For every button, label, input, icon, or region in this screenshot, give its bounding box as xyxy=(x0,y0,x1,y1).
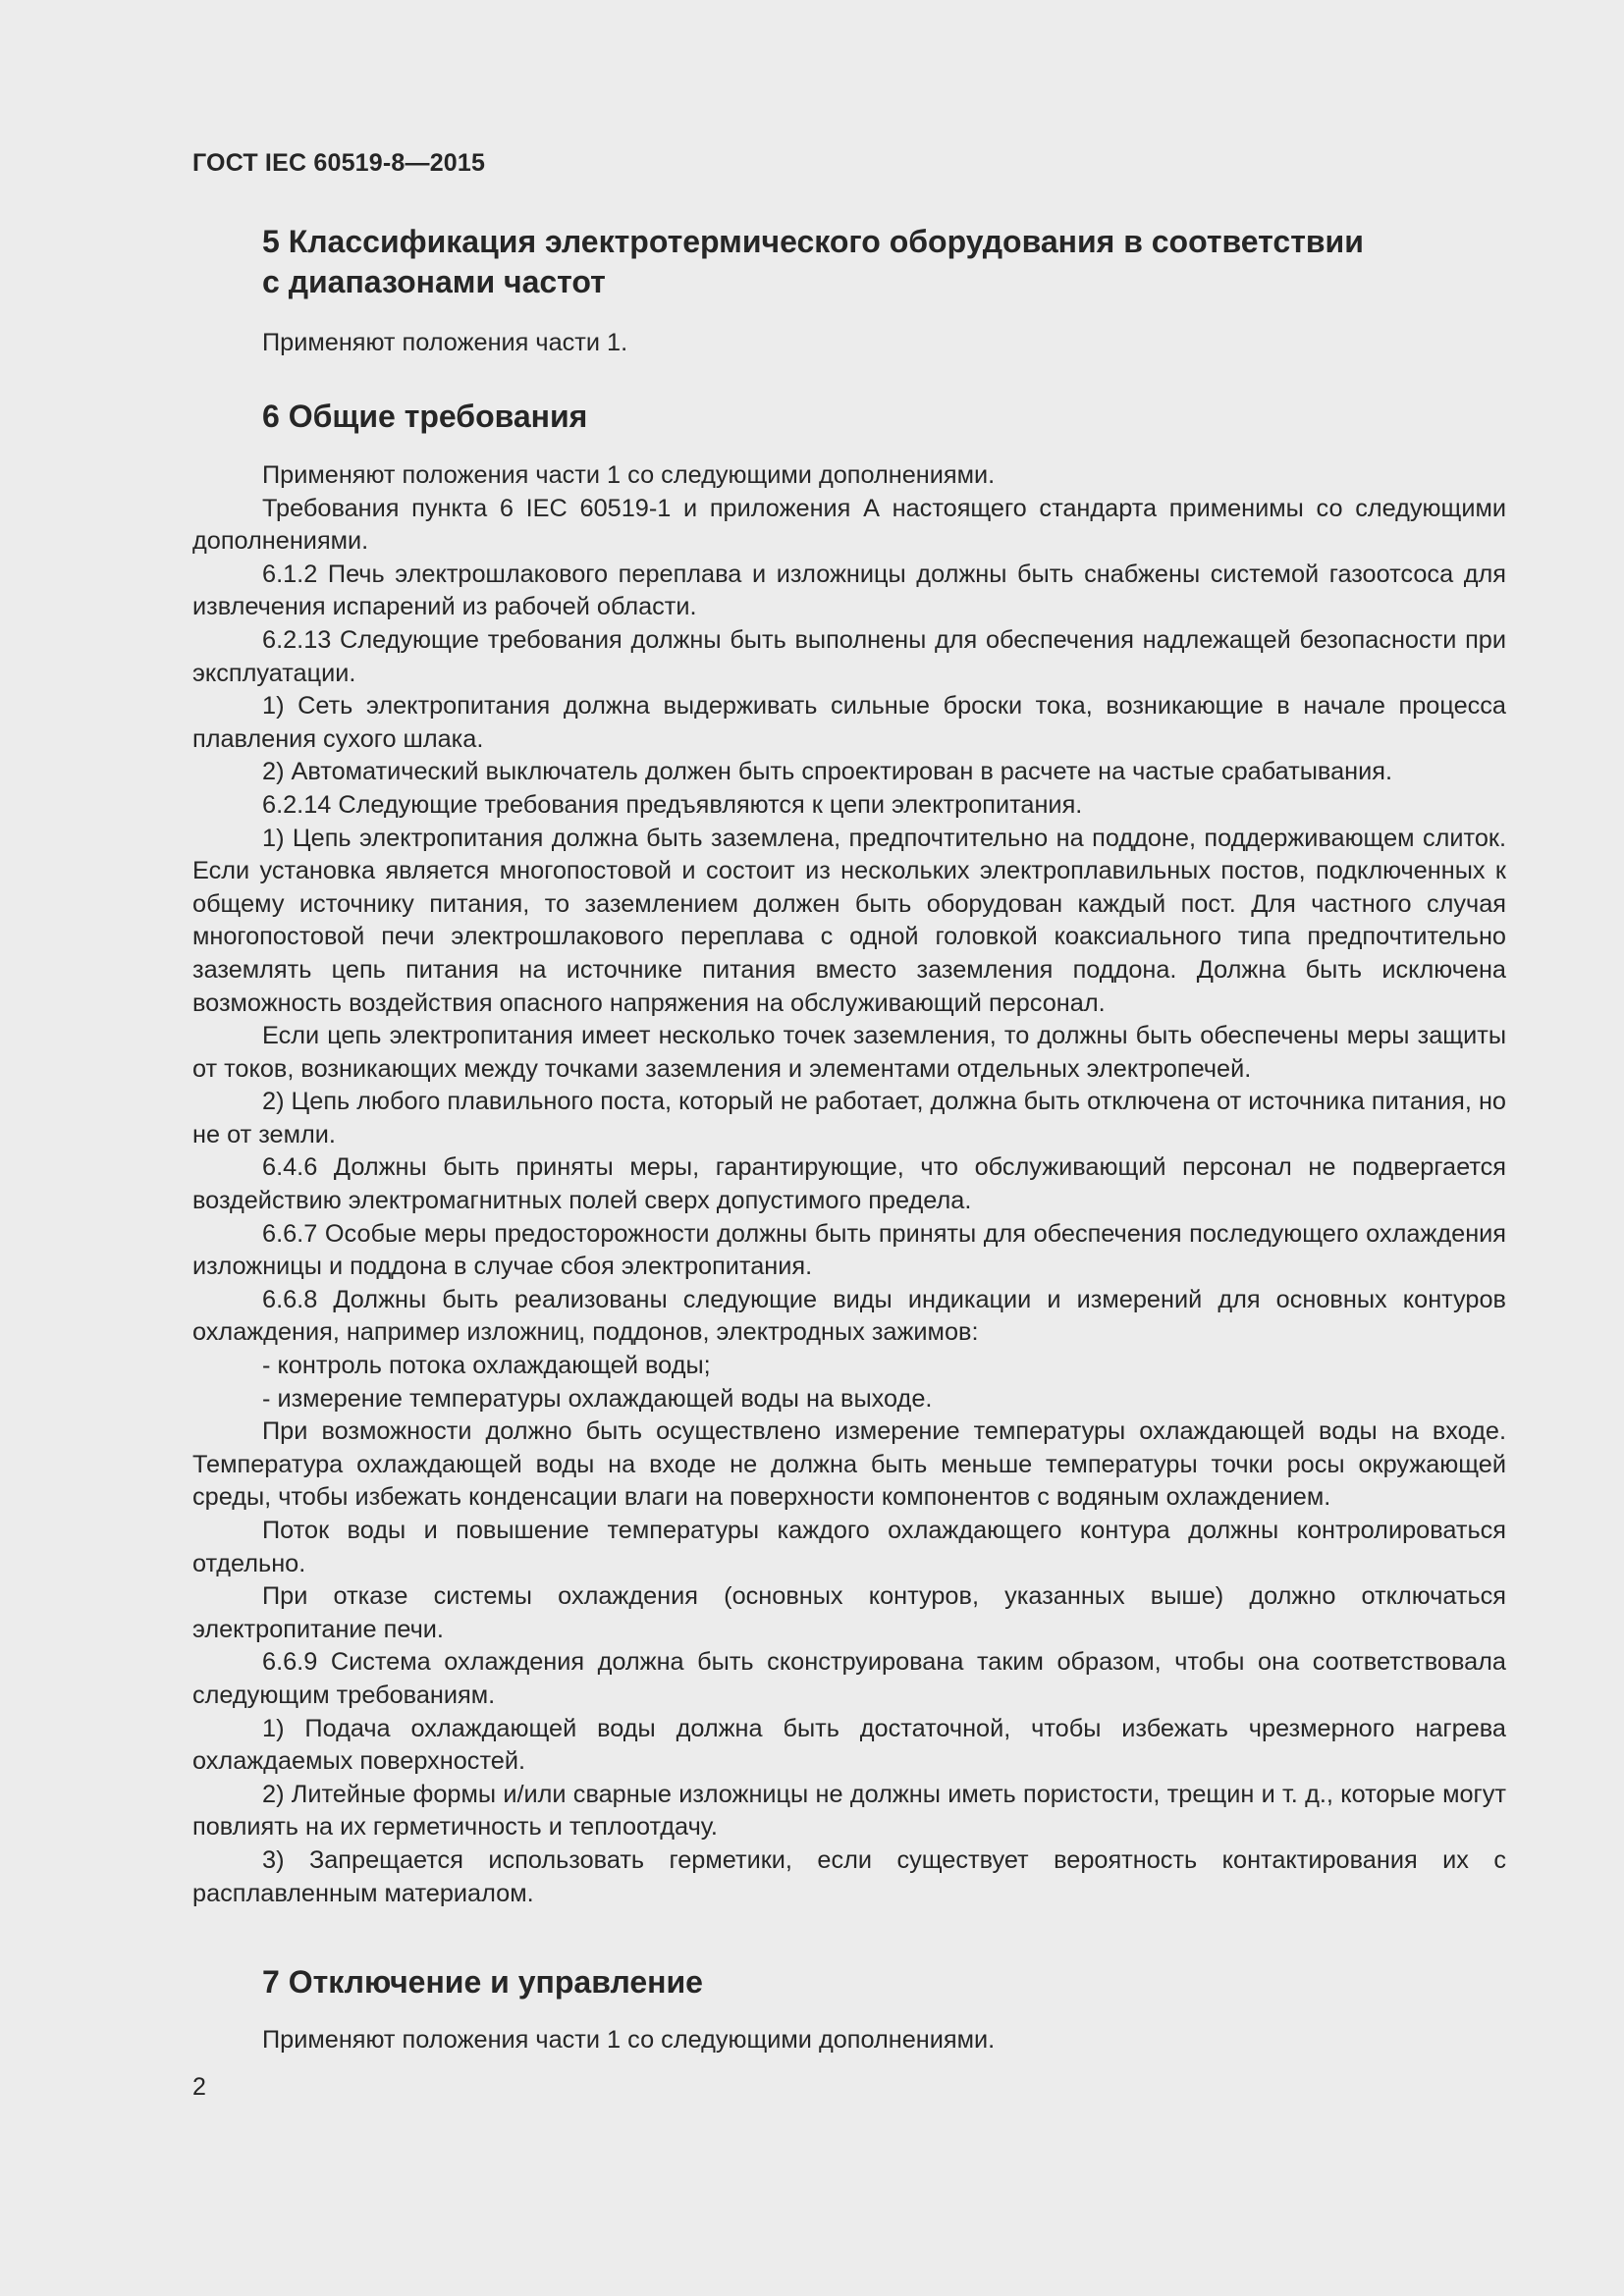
list-item: 1) Сеть электропитания должна выдерживать сильные броски тока, возникающие в начале процесса плавления сухого шлака. xyxy=(192,692,1506,753)
dash-item: - контроль потока охлаждающей воды; xyxy=(262,1352,711,1380)
document-header: ГОСТ IEC 60519-8—2015 xyxy=(192,149,486,177)
list-item: 2) Автоматический выключатель должен быть спроектирован в расчете на частые срабатывания. xyxy=(262,758,1392,786)
list-item: 2) Цепь любого плавильного поста, который не работает, должна быть отключена от источника питания, но не от земли. xyxy=(192,1088,1506,1148)
paragraph: Применяют положения части 1 со следующими дополнениями. xyxy=(262,461,996,489)
dash-item: - измерение температуры охлаждающей воды на выходе. xyxy=(262,1384,933,1413)
paragraph: При возможности должно быть осуществлено измерение температуры охлаждающей воды на входе. Температура охлаждающей воды на входе не должна быть меньше температуры точки росы окружающей среды, чтобы избежать конденсации влаги на поверхности компонентов с водяным охлаждением. xyxy=(192,1417,1506,1512)
list-item: 2) Литейные формы и/или сварные изложницы не должны иметь пористости, трещин и т. д., которые могут повлиять на их герметичность и теплоотдачу. xyxy=(192,1780,1506,1842)
section-6-body xyxy=(192,459,1506,1910)
section-7-text: Применяют положения части 1 со следующими дополнениями. xyxy=(262,2026,996,2054)
section-6-title: 6 Общие требования xyxy=(262,399,588,434)
section-5-title-line-2: с диапазонами частот xyxy=(262,264,606,299)
paragraph: Требования пункта 6 IEC 60519-1 и приложения А настоящего стандарта применимы со следующими дополнениями. xyxy=(192,494,1506,556)
clause-6-2-13: 6.2.13 Следующие требования должны быть выполнены для обеспечения надлежащей безопасности при эксплуатации. xyxy=(192,625,1506,687)
section-7-title: 7 Отключение и управление xyxy=(262,1964,703,2000)
clause-6-6-7: 6.6.7 Особые меры предосторожности должны быть приняты для обеспечения последующего охлаждения изложницы и поддона в случае сбоя электропитания. xyxy=(192,1219,1506,1281)
section-5-title xyxy=(262,222,1519,302)
page-number: 2 xyxy=(192,2073,206,2101)
clause-6-6-8: 6.6.8 Должны быть реализованы следующие виды индикации и измерений для основных контуров охлаждения, например изложниц, поддонов, электродных зажимов: xyxy=(192,1285,1506,1347)
section-5-text: Применяют положения части 1. xyxy=(262,329,628,356)
paragraph: При отказе системы охлаждения (основных контуров, указанных выше) должно отключаться электропитание печи. xyxy=(192,1582,1506,1643)
clause-6-4-6: 6.4.6 Должны быть приняты меры, гарантирующие, что обслуживающий персонал не подвергается воздействию электромагнитных полей сверх допустимого предела. xyxy=(192,1153,1506,1215)
clause-6-1-2: 6.1.2 Печь электрошлакового переплава и изложницы должны быть снабжены системой газоотсоса для извлечения испарений из рабочей области. xyxy=(192,560,1506,621)
paragraph: Если цепь электропитания имеет несколько точек заземления, то должны быть обеспечены меры защиты от токов, возникающих между точками заземления и элементами отдельных электропечей. xyxy=(192,1022,1506,1083)
clause-6-2-14: 6.2.14 Следующие требования предъявляются к цепи электропитания. xyxy=(262,790,1083,819)
clause-6-6-9: 6.6.9 Система охлаждения должна быть сконструирована таким образом, чтобы она соответствовала следующим требованиям. xyxy=(192,1648,1506,1709)
list-item: 3) Запрещается использовать герметики, если существует вероятность контактирования их с расплавленным материалом. xyxy=(192,1845,1506,1907)
list-item: 1) Цепь электропитания должна быть заземлена, предпочтительно на поддоне, поддерживающем слиток. Если установка является многопостовой и состоит из нескольких электроплавильных постов, подключенных к общему источнику питания, то заземлением должен быть оборудован каждый пост. Для частного случая многопостовой печи электрошлакового переплава с одной головкой коаксиального типа предпочтительно заземлять цепь питания на источнике питания вместо заземления поддона. Должна быть исключена возможность воздействия опасного напряжения на обслуживающий персонал. xyxy=(192,824,1506,1017)
list-item: 1) Подача охлаждающей воды должна быть достаточной, чтобы избежать чрезмерного нагрева охлаждаемых поверхностей. xyxy=(192,1714,1506,1776)
section-5-title-line-1: 5 Классификация электротермического оборудования в соответствии xyxy=(262,224,1364,259)
paragraph: Поток воды и повышение температуры каждого охлаждающего контура должны контролироваться отдельно. xyxy=(192,1517,1506,1577)
